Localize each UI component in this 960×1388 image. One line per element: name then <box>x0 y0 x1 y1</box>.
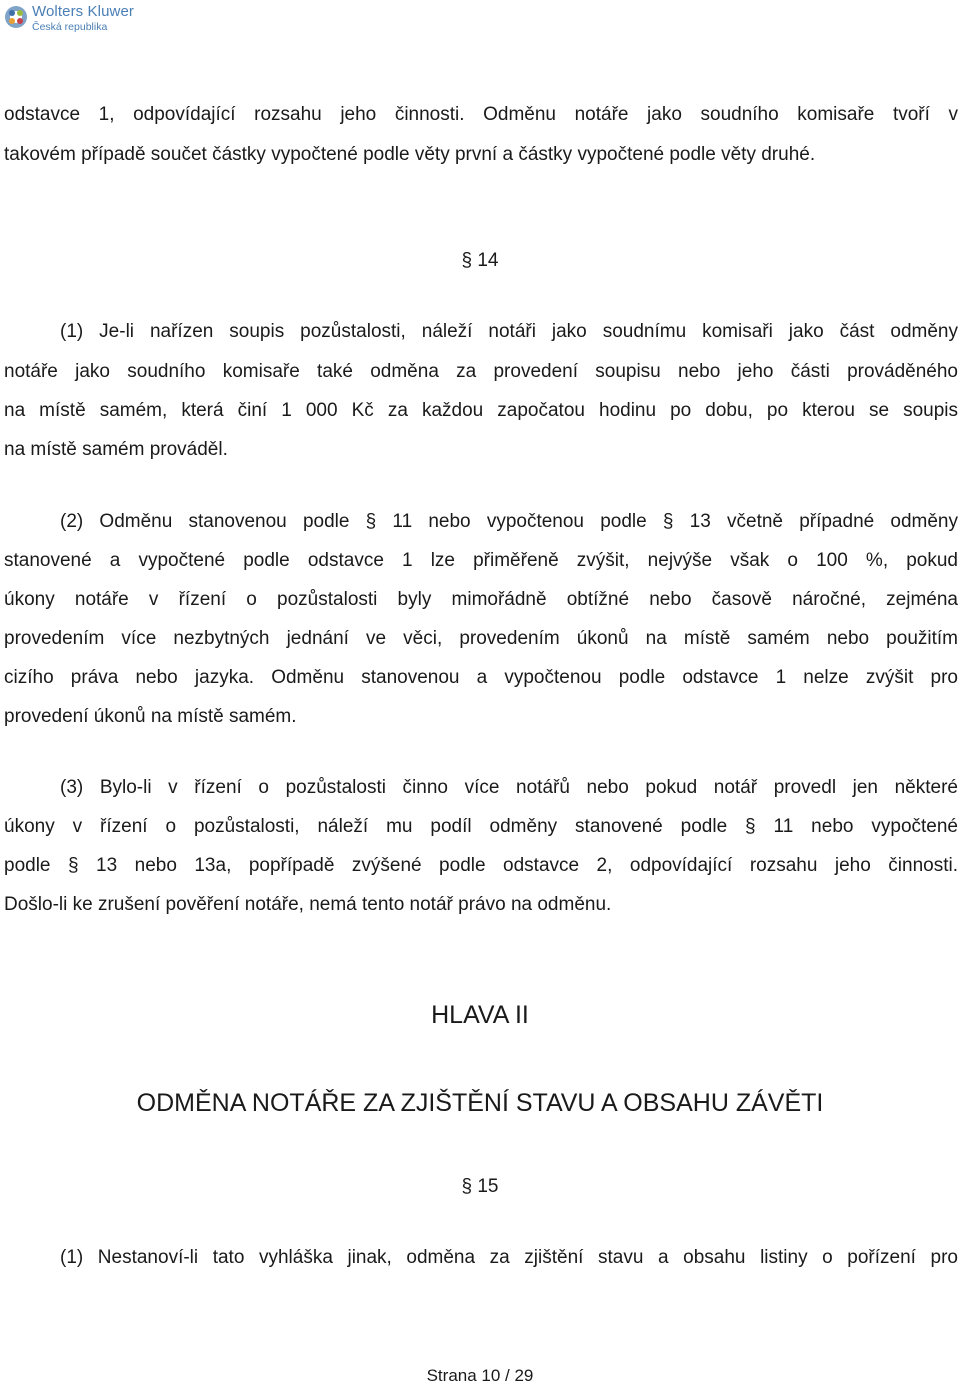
paragraph-line: na místě samém prováděl. <box>4 439 228 460</box>
paragraph-line: úkony v řízení o pozůstalosti, náleží mu podíl odměny stanovené podle § 11 nebo vypočtené <box>4 816 958 837</box>
paragraph-line: odstavce 1, odpovídající rozsahu jeho činnosti. Odměnu notáře jako soudního komisaře tvoří v <box>4 104 958 125</box>
section-heading: § 15 <box>461 1176 499 1197</box>
paragraph-line: na místě samém, která činí 1 000 Kč za každou započatou hodinu po dobu, po kterou se soupis <box>4 400 958 421</box>
wolters-kluwer-logo-icon <box>4 5 28 29</box>
paragraph-line: notáře jako soudního komisaře také odměna za provedení soupisu nebo jeho části prováděného <box>4 361 958 382</box>
logo-subtitle: Česká republika <box>32 21 108 33</box>
paragraph-line: (3) Bylo-li v řízení o pozůstalosti činno více notářů nebo pokud notář provedl jen některé <box>60 777 958 798</box>
paragraph-line: (1) Je-li nařízen soupis pozůstalosti, náleží notáři jako soudnímu komisaři jako část odměny <box>60 321 958 342</box>
paragraph-line: stanovené a vypočtené podle odstavce 1 lze přiměřeně zvýšit, nejvýše však o 100 %, pokud <box>4 550 958 571</box>
paragraph-line: (1) Nestanoví-li tato vyhláška jinak, odměna za zjištění stavu a obsahu listiny o pořízení pro <box>60 1247 958 1268</box>
paragraph-line: provedení úkonů na místě samém. <box>4 706 297 727</box>
page-number: Strana 10 / 29 <box>426 1366 534 1385</box>
paragraph-line: takovém případě součet částky vypočtené podle věty první a částky vypočtené podle věty druhé. <box>4 144 816 165</box>
logo-name: Wolters Kluwer <box>32 3 134 20</box>
paragraph-line: Došlo-li ke zrušení pověření notáře, nemá tento notář právo na odměnu. <box>4 894 612 915</box>
publisher-logo <box>4 4 134 36</box>
paragraph-line: cizího práva nebo jazyka. Odměnu stanovenou a vypočtenou podle odstavce 1 nelze zvýšit pro <box>4 667 958 688</box>
chapter-heading: HLAVA II <box>431 1001 529 1029</box>
section-heading: § 14 <box>461 250 499 271</box>
paragraph-line: podle § 13 nebo 13a, popřípadě zvýšené podle odstavce 2, odpovídající rozsahu jeho činnosti. <box>4 855 958 876</box>
paragraph-line: (2) Odměnu stanovenou podle § 11 nebo vypočtenou podle § 13 včetně případné odměny <box>60 511 958 532</box>
chapter-title: ODMĚNA NOTÁŘE ZA ZJIŠTĚNÍ STAVU A OBSAHU ZÁVĚTI <box>136 1089 824 1117</box>
paragraph-line: úkony notáře v řízení o pozůstalosti byly mimořádně obtížné nebo časově náročné, zejména <box>4 589 958 610</box>
paragraph-line: provedením více nezbytných jednání ve věci, provedením úkonů na místě samém nebo použitím <box>4 628 958 649</box>
